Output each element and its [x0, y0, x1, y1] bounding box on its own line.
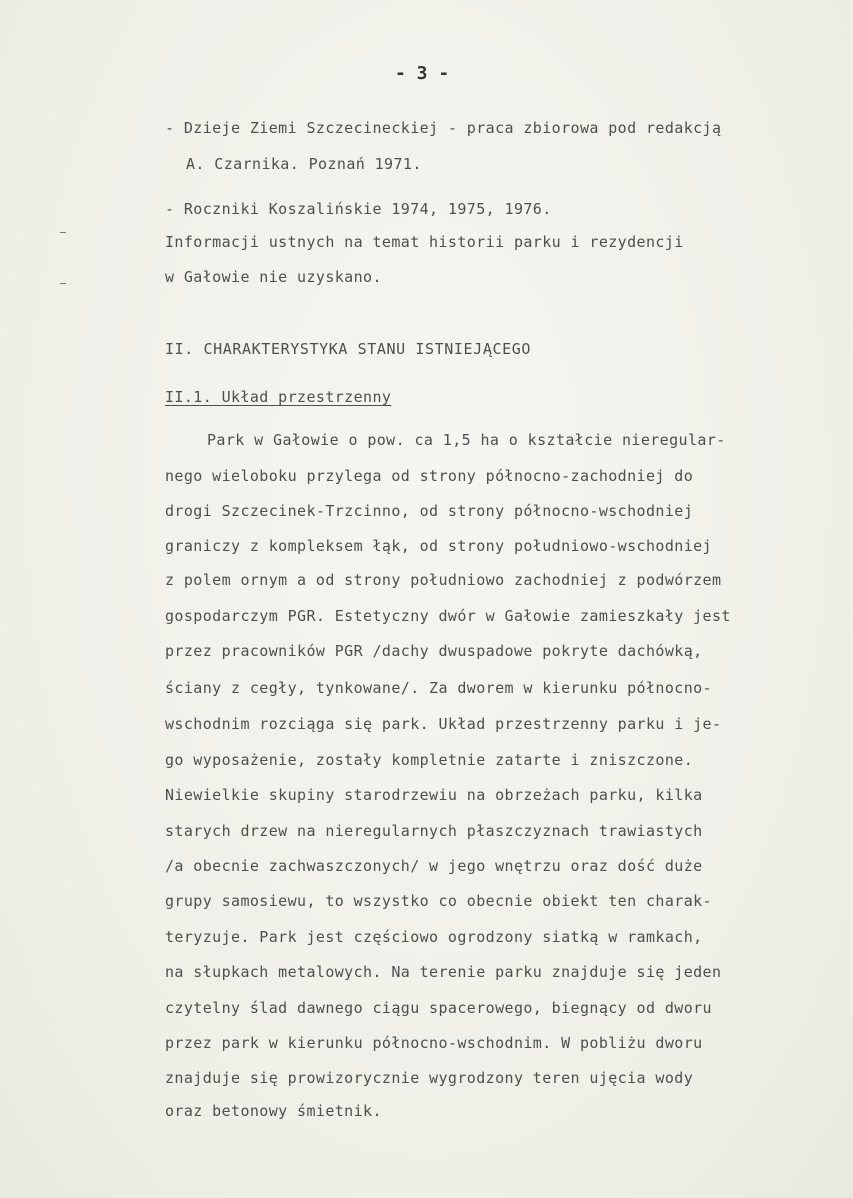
body-line: Niewielkie skupiny starodrzewiu na obrzeżach parku, kilka [165, 786, 703, 804]
body-line: przez pracowników PGR /dachy dwuspadowe pokryte dachówką, [165, 642, 703, 660]
body-line: drogi Szczecinek-Trzcinno, od strony północno-wschodniej [165, 502, 694, 520]
body-line: gospodarczym PGR. Estetyczny dwór w Gałowie zamieszkały jest [165, 607, 731, 625]
body-line: wschodnim rozciąga się park. Układ przestrzenny parku i je- [165, 715, 722, 733]
bibliography-line: - Dzieje Ziemi Szczecineckiej - praca zbiorowa pod redakcją [165, 119, 722, 137]
body-line: ściany z cegły, tynkowane/. Za dworem w kierunku północno- [165, 679, 712, 697]
body-line: znajduje się prowizorycznie wygrodzony teren ujęcia wody [165, 1069, 694, 1087]
bibliography-line: - Roczniki Koszalińskie 1974, 1975, 1976. [165, 200, 552, 218]
body-line: przez park w kierunku północno-wschodnim. W pobliżu dworu [165, 1034, 703, 1052]
body-line: teryzuje. Park jest częściowo ogrodzony siatką w ramkach, [165, 928, 703, 946]
body-line: grupy samosiewu, to wszystko co obecnie obiekt ten charak- [165, 892, 712, 910]
section-heading: II. CHARAKTERYSTYKA STANU ISTNIEJĄCEGO [165, 340, 531, 358]
margin-mark [60, 283, 66, 284]
page-number: - 3 - [395, 63, 450, 84]
margin-mark [60, 232, 66, 233]
body-line: z polem ornym a od strony południowo zachodniej z podwórzem [165, 571, 722, 589]
body-line: go wyposażenie, zostały kompletnie zatarte i zniszczone. [165, 751, 694, 769]
body-line: czytelny ślad dawnego ciągu spacerowego, biegnący od dworu [165, 999, 712, 1017]
body-line: nego wieloboku przylega od strony północno-zachodniej do [165, 467, 694, 485]
body-line: starych drzew na nieregularnych płaszczyznach trawiastych [165, 822, 703, 840]
body-line: oraz betonowy śmietnik. [165, 1102, 382, 1120]
body-line: na słupkach metalowych. Na terenie parku znajduje się jeden [165, 963, 722, 981]
body-line: /a obecnie zachwaszczonych/ w jego wnętrzu oraz dość duże [165, 857, 703, 875]
body-line: graniczy z kompleksem łąk, od strony południowo-wschodniej [165, 537, 712, 555]
note-line: Informacji ustnych na temat historii parku i rezydencji [165, 233, 684, 251]
note-line: w Gałowie nie uzyskano. [165, 268, 382, 286]
bibliography-line: A. Czarnika. Poznań 1971. [186, 155, 422, 173]
subsection-heading: II.1. Układ przestrzenny [165, 388, 392, 406]
body-line: Park w Gałowie o pow. ca 1,5 ha o kształcie nieregular- [207, 431, 726, 449]
